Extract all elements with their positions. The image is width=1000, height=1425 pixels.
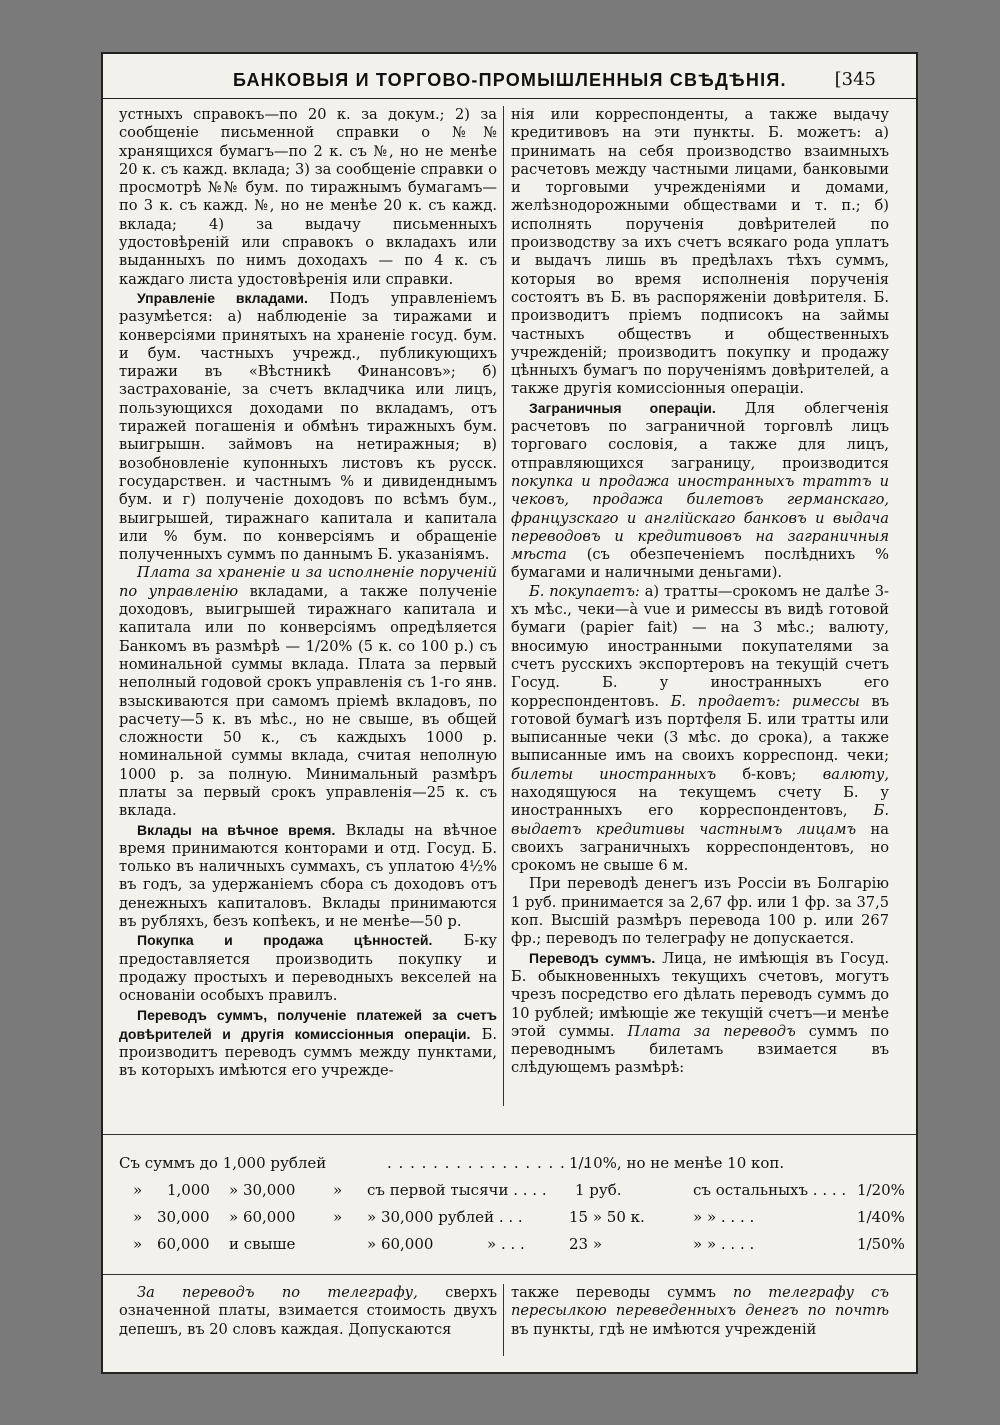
paragraph: Вклады на вѣчное время. Вклады на вѣчное время принимаются конторами и отд. Госуд. Б. только въ наличныхъ суммахъ, съ уплатою 4½% въ годъ, за удержаніемъ сбора съ доходовъ отъ денежныхъ капиталовъ. Вклады принимаются въ рубляхъ, безъ копѣекъ, и не менѣе—50 р. xyxy=(119,821,497,931)
table-row: » 30,000 » 60,000 » » 30,000 рублей . . . 15 » 50 к. » » . . . . 1/40% xyxy=(133,1208,905,1226)
page-number: [345 xyxy=(834,69,876,90)
paragraph: устныхъ справокъ—по 20 к. за докум.; 2) за сообщеніе письменной справки о №№ хранящихся бумагъ—по 2 к. съ №, но не менѣе 20 к. съ кажд. вклада; 3) за сообщеніе справки о просмотрѣ №№ бум. по тиражнымъ бумагамъ—по 3 к. съ кажд. №, но не менѣе 20 к. съ кажд. вклада; 4) за выдачу письменныхъ удостовѣреній или справокъ о вкладахъ или выданныхъ по нимъ доходахъ — по 4 к. съ каждаго листа удостовѣренія или справки. xyxy=(119,106,497,288)
running-title: БАНКОВЫЯ И ТОРГОВО-ПРОМЫШЛЕННЫЯ СВѢДѢНІЯ. xyxy=(233,70,787,90)
paragraph: Переводъ суммъ. Лица, не имѣющія въ Госуд. Б. обыкновенныхъ текущихъ счетовъ, могутъ чрезъ посредство его дѣлать переводъ суммъ до 10 рублей; имѣющіе же текущій счетъ—и менѣе этой суммы. Плата за переводъ суммъ по переводнымъ билетамъ взимается въ слѣдующемъ размѣрѣ: xyxy=(511,949,889,1077)
table-row: Съ суммъ до 1,000 рублей . . . . . . . . . . . . . . . . . . 1/10%, но не менѣе 10 коп. xyxy=(119,1154,785,1172)
paragraph: При переводѣ денегъ изъ Россіи въ Болгарію 1 руб. принимается за 2,67 фр. или 1 фр. за 37,5 коп. Высшій размѣръ перевода 100 р. или 267 фр.; переводъ по телеграфу не допускается. xyxy=(511,875,889,948)
table-top-rule xyxy=(103,1134,916,1135)
left-column xyxy=(119,106,497,1081)
paragraph: также переводы суммъ по телеграфу съ пересылкою переведенныхъ денегъ по почтѣ въ пункты, гдѣ не имѣются учрежденій xyxy=(511,1284,889,1338)
footer-right-column xyxy=(511,1284,889,1339)
paragraph: Покупка и продажа цѣнностей. Б-ку предоставляется производить покупку и продажу простыхъ и переводныхъ векселей на основаніи особыхъ правилъ. xyxy=(119,932,497,1005)
document-page xyxy=(101,52,918,1374)
table-bottom-rule xyxy=(103,1274,916,1275)
paragraph: За переводъ по телеграфу, сверхъ означенной платы, взимается стоимость двухъ депешъ, въ 20 словъ каждая. Допускаются xyxy=(119,1284,497,1338)
page-header xyxy=(103,64,916,99)
paragraph: Управленіе вкладами. Подъ управленіемъ разумѣется: а) наблюденіе за тиражами и конверсіями принятыхъ на храненіе госуд. бум. и бум. частныхъ учрежд., публикующихъ тиражи въ «Вѣстникѣ Финансовъ»; б) застрахованіе, за счетъ вкладчика или лицъ, пользующихся доходами по вкладамъ, отъ тиражей погашенія и обмѣнъ тиражныхъ бум. выигрышн. займовъ на нетиражныя; в) возобновленіе купонныхъ листовъ къ русск. государствен. и частнымъ % и дивиденднымъ бум. и г) полученіе доходовъ по всѣмъ бум., выигрышей, тиражнаго капитала и капитала или % бум. по конверсіямъ и обращеніе полученныхъ суммъ по даннымъ Б. указаніямъ. xyxy=(119,289,497,564)
paragraph: Переводъ суммъ, полученіе платежей за счетъ довѣрителей и другія комиссіонныя операціи. Б. производитъ переводъ суммъ между пунктами, въ которыхъ имѣются его учрежде- xyxy=(119,1006,497,1080)
paragraph: Б. покупаетъ: а) тратты—срокомъ не далѣе 3-хъ мѣс., чеки—à vue и римессы въ видѣ готовой бумаги (papier fait) — на 3 мѣс.; валюту, вносимую иностранными покупателями за счетъ русскихъ экспортеровъ на текущій счетъ Госуд. Б. у иностранныхъ его корреспондентовъ. Б. продаетъ: римессы въ готовой бумагѣ изъ портфеля Б. или тратты или выписанные чеки (3 мѣс. до срока), а также выписанные имъ на своихъ корреспонд. чеки; билеты иностранныхъ б-ковъ; валюту, находящуюся на текущемъ счету Б. у иностранныхъ его корреспондентовъ, Б. выдаетъ кредитивы частнымъ лицамъ на своихъ заграничныхъ корреспондентовъ, но срокомъ не свыше 6 м. xyxy=(511,582,890,875)
footer-column-divider xyxy=(503,1284,504,1356)
column-divider xyxy=(503,106,504,1106)
section-heading: Покупка и продажа цѣнностей. xyxy=(137,932,433,949)
section-heading: Переводъ суммъ, полученіе платежей за счетъ довѣрителей и другія комиссіонныя операціи. xyxy=(119,1006,497,1042)
paragraph: нія или корреспонденты, а также выдачу кредитивовъ на эти пункты. Б. можетъ: а) принимать на себя производство взаимныхъ расчетовъ между частными лицами, банковыми и торговыми учрежденіями и домами, желѣзнодорожными обществами и т. п.; б) исполнять порученія довѣрителей по производству за ихъ счетъ всякаго рода уплатъ и выдачъ лишь въ предѣлахъ тѣхъ суммъ, которыя во время исполненія порученія состоятъ въ Б. въ распоряженіи довѣрителя. Б. производитъ пріемъ подписокъ на займы частныхъ обществъ и общественныхъ учрежденій; производитъ покупку и продажу цѣнныхъ бумагъ по порученіямъ довѣрителей, а также другія комиссіонныя операціи. xyxy=(511,106,889,398)
table-row: » 60,000 и свыше » 60,000 » . . . 23 » » » . . . . 1/50% xyxy=(133,1235,905,1253)
footer-left-column xyxy=(119,1284,497,1339)
section-heading: Управленіе вкладами. xyxy=(137,289,308,306)
section-heading: Переводъ суммъ. xyxy=(529,949,656,966)
paragraph: Заграничныя операціи. Для облегченія расчетовъ по заграничной торговлѣ лицъ торговаго сословія, а также для лицъ, отправляющихся заграницу, производится покупка и продажа иностранныхъ траттъ и чековъ, продажа билетовъ германскаго, французскаго и англійскаго банковъ и выдача переводовъ и кредитивовъ на заграничныя мѣста (съ обезпеченіемъ послѣднихъ % бумагами и наличными деньгами). xyxy=(511,399,889,582)
section-heading: Заграничныя операціи. xyxy=(529,399,716,416)
paragraph: Плата за храненіе и за исполненіе порученій по управленію вкладами, а также полученіе доходовъ, выигрышей тиражнаго капитала и капитала или по конверсіямъ опредѣляется Банкомъ въ размѣрѣ — 1/20% (5 к. со 100 р.) съ номинальной суммы вклада. Плата за первый неполный годовой срокъ управленія съ 1-го янв. взыскиваются при самомъ пріемѣ вкладовъ, по расчету—5 к. въ мѣс., но не свыше, въ общей сложности 50 к., съ каждыхъ 1000 р. номинальной суммы вклада, считая неполную 1000 р. за полную. Минимальный размѣръ платы за первый срокъ управленія—25 к. съ вклада. xyxy=(119,564,497,820)
section-heading: Вклады на вѣчное время. xyxy=(137,821,336,838)
right-column xyxy=(511,106,889,1078)
table-row: » 1,000 » 30,000 » съ первой тысячи . . . . 1 руб. съ остальныхъ . . . . 1/20% xyxy=(133,1181,905,1199)
rate-table xyxy=(119,1150,909,1258)
